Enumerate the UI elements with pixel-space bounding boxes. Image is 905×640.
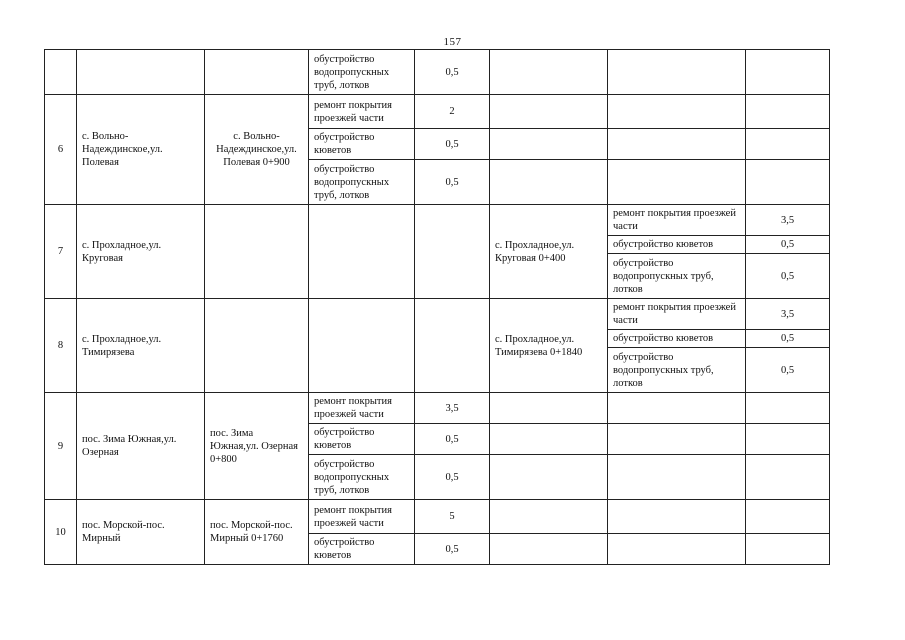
work-type2-cell xyxy=(608,50,746,95)
row-number: 8 xyxy=(45,299,77,393)
object-cell: пос. Зима Южная,ул. Озерная 0+800 xyxy=(205,393,309,500)
object2-cell: с. Прохладное,ул. Круговая 0+400 xyxy=(490,205,608,299)
locality-cell: пос. Морской-пос. Мирный xyxy=(77,500,205,565)
object2-cell xyxy=(490,455,608,500)
work-type-cell: обустройство кюветов xyxy=(309,424,415,455)
object-cell xyxy=(205,299,309,393)
table-row xyxy=(45,205,830,236)
work-type-cell: ремонт покрытия проезжей части xyxy=(309,393,415,424)
row-number: 10 xyxy=(45,500,77,565)
table-row xyxy=(45,500,830,534)
work-type-cell xyxy=(309,205,415,299)
work-value2-cell xyxy=(746,455,830,500)
work-type2-cell: обустройство водопропускных труб, лотков xyxy=(608,254,746,299)
work-value2-cell: 0,5 xyxy=(746,330,830,348)
work-type2-cell xyxy=(608,424,746,455)
work-value2-cell xyxy=(746,129,830,160)
work-type2-cell xyxy=(608,393,746,424)
work-value2-cell xyxy=(746,500,830,534)
object-cell xyxy=(205,205,309,299)
work-type2-cell xyxy=(608,455,746,500)
row-number xyxy=(45,50,77,95)
work-value-cell: 0,5 xyxy=(415,160,490,205)
work-value-cell: 0,5 xyxy=(415,424,490,455)
locality-cell: с. Прохладное,ул. Тимирязева xyxy=(77,299,205,393)
work-type2-cell: ремонт покрытия проезжей части xyxy=(608,205,746,236)
work-type-cell: ремонт покрытия проезжей части xyxy=(309,500,415,534)
work-type-cell: обустройство кюветов xyxy=(309,129,415,160)
object2-cell: с. Прохладное,ул. Тимирязева 0+1840 xyxy=(490,299,608,393)
object2-cell xyxy=(490,160,608,205)
work-value-cell: 2 xyxy=(415,95,490,129)
work-type-cell: обустройство водопропускных труб, лотков xyxy=(309,50,415,95)
work-value2-cell: 3,5 xyxy=(746,299,830,330)
object-cell xyxy=(205,50,309,95)
work-value2-cell: 0,5 xyxy=(746,254,830,299)
work-type2-cell: обустройство кюветов xyxy=(608,330,746,348)
object2-cell xyxy=(490,50,608,95)
locality-cell: с. Прохладное,ул. Круговая xyxy=(77,205,205,299)
work-value2-cell xyxy=(746,50,830,95)
row-number: 7 xyxy=(45,205,77,299)
work-value-cell: 5 xyxy=(415,500,490,534)
table-row xyxy=(45,50,830,95)
object2-cell xyxy=(490,129,608,160)
work-value-cell: 3,5 xyxy=(415,393,490,424)
object2-cell xyxy=(490,95,608,129)
work-type2-cell xyxy=(608,500,746,534)
work-value2-cell: 0,5 xyxy=(746,348,830,393)
work-value-cell xyxy=(415,299,490,393)
page-number: 157 xyxy=(443,36,462,48)
object-cell: с. Вольно-Надеждинское,ул. Полевая 0+900 xyxy=(205,95,309,205)
row-number: 9 xyxy=(45,393,77,500)
work-value-cell xyxy=(415,205,490,299)
work-type2-cell: обустройство кюветов xyxy=(608,236,746,254)
work-type2-cell xyxy=(608,129,746,160)
work-type-cell: ремонт покрытия проезжей части xyxy=(309,95,415,129)
work-type2-cell: ремонт покрытия проезжей части xyxy=(608,299,746,330)
locality-cell: пос. Зима Южная,ул. Озерная xyxy=(77,393,205,500)
work-value2-cell xyxy=(746,534,830,565)
work-value-cell: 0,5 xyxy=(415,129,490,160)
work-type2-cell xyxy=(608,95,746,129)
table-row xyxy=(45,299,830,330)
table-row xyxy=(45,95,830,129)
work-value2-cell: 3,5 xyxy=(746,205,830,236)
object2-cell xyxy=(490,424,608,455)
work-type2-cell: обустройство водопропускных труб, лотков xyxy=(608,348,746,393)
object2-cell xyxy=(490,534,608,565)
row-number: 6 xyxy=(45,95,77,205)
work-value-cell: 0,5 xyxy=(415,50,490,95)
roads-table xyxy=(44,49,830,565)
work-type-cell xyxy=(309,299,415,393)
work-type-cell: обустройство водопропускных труб, лотков xyxy=(309,160,415,205)
locality-cell: с. Вольно-Надеждинское,ул. Полевая xyxy=(77,95,205,205)
object-cell: пос. Морской-пос. Мирный 0+1760 xyxy=(205,500,309,565)
work-value2-cell xyxy=(746,160,830,205)
work-type2-cell xyxy=(608,534,746,565)
work-value2-cell xyxy=(746,393,830,424)
work-value-cell: 0,5 xyxy=(415,534,490,565)
work-value-cell: 0,5 xyxy=(415,455,490,500)
work-type-cell: обустройство водопропускных труб, лотков xyxy=(309,455,415,500)
work-value2-cell xyxy=(746,95,830,129)
object2-cell xyxy=(490,393,608,424)
object2-cell xyxy=(490,500,608,534)
work-value2-cell: 0,5 xyxy=(746,236,830,254)
work-type-cell: обустройство кюветов xyxy=(309,534,415,565)
locality-cell xyxy=(77,50,205,95)
table-row xyxy=(45,393,830,424)
work-value2-cell xyxy=(746,424,830,455)
work-type2-cell xyxy=(608,160,746,205)
